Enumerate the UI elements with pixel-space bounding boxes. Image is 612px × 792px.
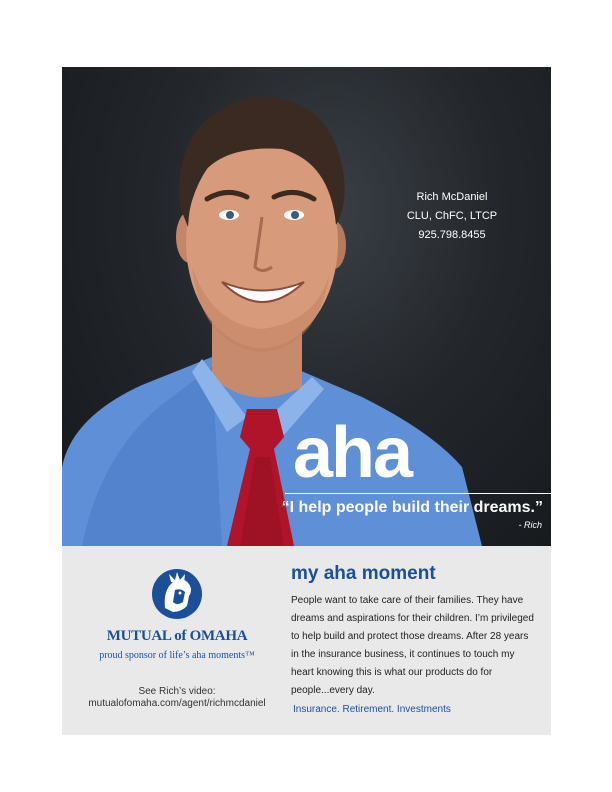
agent-quote: “I help people build their dreams.” — [281, 499, 543, 516]
brand-panel — [62, 546, 292, 735]
quote-attribution: - Rich — [518, 520, 542, 530]
brand-name: MUTUAL of OMAHA — [106, 628, 248, 644]
video-link[interactable]: mutualofomaha.com/agent/richmcdaniel — [88, 698, 266, 709]
story-body: People want to take care of their families. They have dreams and aspirations for their children. I’m privileged to help build and protect those dreams. After 28 years in the insurance business, it continues to touch my heart knowing this is what our products do for people...every day. — [291, 595, 534, 696]
story-title: my aha moment — [291, 563, 436, 584]
story-panel — [291, 546, 551, 735]
agent-photo — [62, 67, 551, 546]
agent-name: Rich McDaniel — [416, 191, 488, 203]
aha-wordmark: aha — [293, 413, 412, 493]
brand-tagline: proud sponsor of life’s aha moments™ — [99, 650, 255, 661]
advertisement — [62, 67, 551, 735]
agent-credentials: CLU, ChFC, LTCP — [406, 210, 498, 222]
indian-head-icon — [151, 568, 203, 620]
video-label: See Rich’s video: — [138, 686, 216, 697]
product-line: Insurance. Retirement. Investments — [293, 704, 451, 715]
headline-divider — [285, 493, 551, 494]
agent-phone[interactable]: 925.798.8455 — [418, 229, 486, 241]
agent-contact-block — [362, 188, 542, 245]
